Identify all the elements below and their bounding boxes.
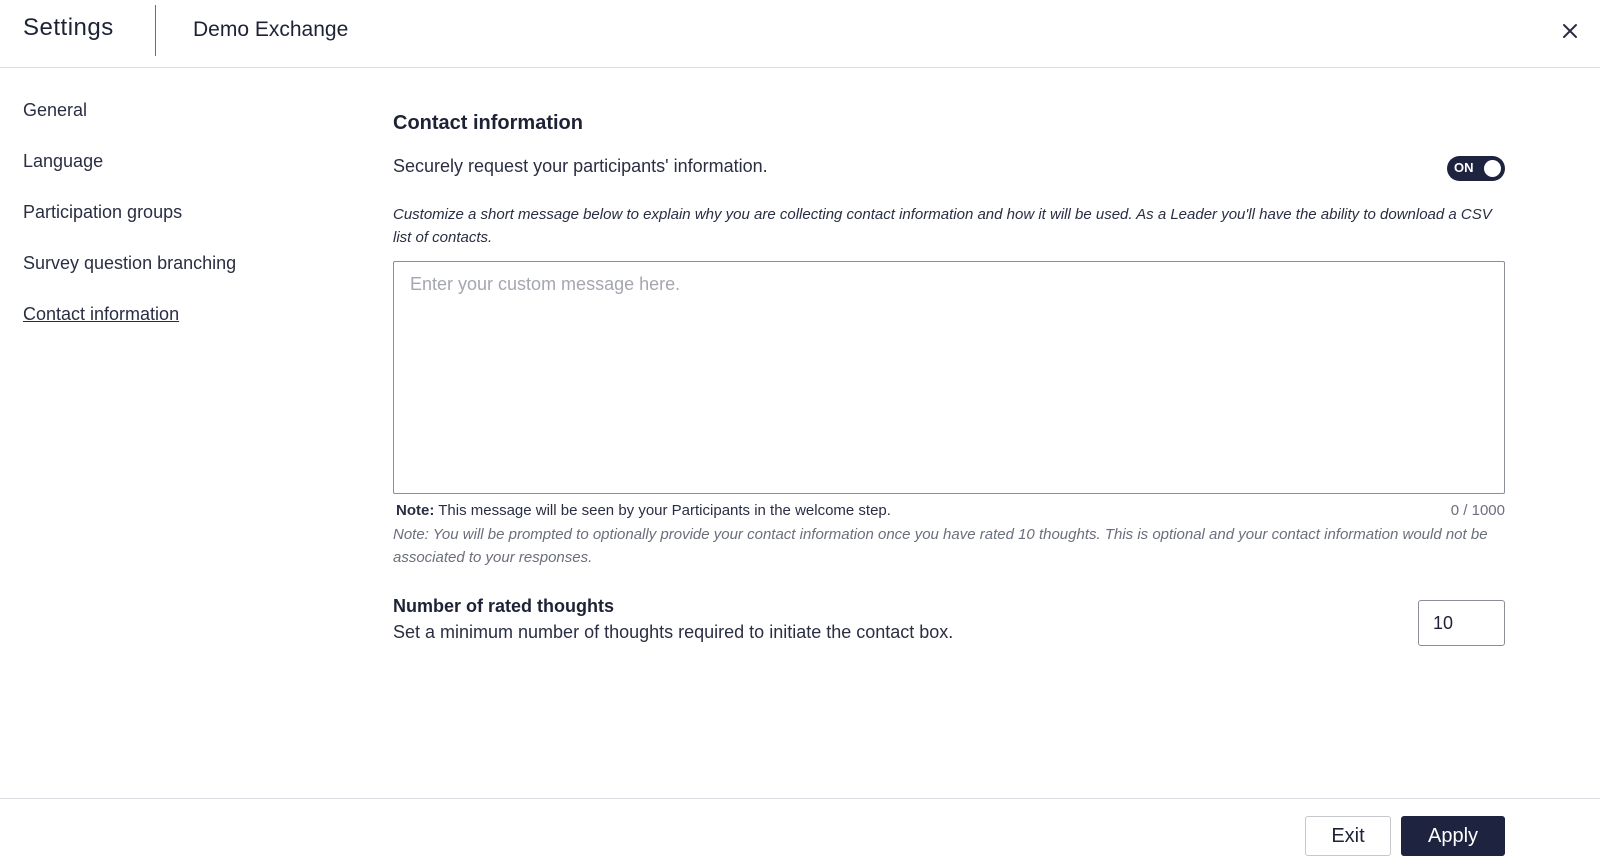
note-prefix: Note: [396, 502, 435, 519]
rated-thoughts-input[interactable] [1418, 600, 1505, 646]
sidebar-item-language[interactable]: Language [23, 151, 104, 171]
section-description: Securely request your participants' information. [393, 156, 768, 176]
settings-footer [0, 798, 1600, 866]
welcome-note [396, 502, 891, 519]
apply-button[interactable]: Apply [1401, 816, 1505, 856]
custom-message-input[interactable] [393, 261, 1505, 494]
settings-sidebar [23, 96, 236, 351]
exchange-name: Demo Exchange [193, 18, 349, 41]
character-counter: 0 / 1000 [1450, 502, 1505, 519]
exit-button[interactable]: Exit [1305, 816, 1391, 856]
sidebar-item-participation-groups[interactable]: Participation groups [23, 202, 183, 222]
rated-thoughts-description: Set a minimum number of thoughts required to initiate the contact box. [393, 622, 954, 642]
settings-header [0, 0, 1600, 68]
close-icon[interactable] [1557, 18, 1583, 44]
sidebar-item-contact-information[interactable]: Contact information [23, 304, 180, 324]
contact-info-toggle[interactable] [1447, 156, 1505, 181]
note-text: This message will be seen by your Participants in the welcome step. [438, 502, 891, 519]
sidebar-item-survey-question-branching[interactable]: Survey question branching [23, 253, 237, 273]
toggle-state-label: ON [1454, 160, 1474, 175]
page-title: Settings [23, 14, 114, 41]
toggle-knob [1484, 160, 1501, 177]
sidebar-item-general[interactable]: General [23, 100, 88, 120]
prompt-note: Note: You will be prompted to optionally provide your contact information once you have rated 10 thoughts. This is optional and your contact information would not be associated to your responses. [393, 526, 1488, 566]
rated-thoughts-title: Number of rated thoughts [393, 596, 614, 616]
header-divider [155, 5, 156, 56]
section-title: Contact information [393, 112, 583, 134]
helper-text: Customize a short message below to explain why you are collecting contact information and how it will be used. As a Leader you'll have the ability to download a CSV list of contacts. [393, 206, 1492, 246]
